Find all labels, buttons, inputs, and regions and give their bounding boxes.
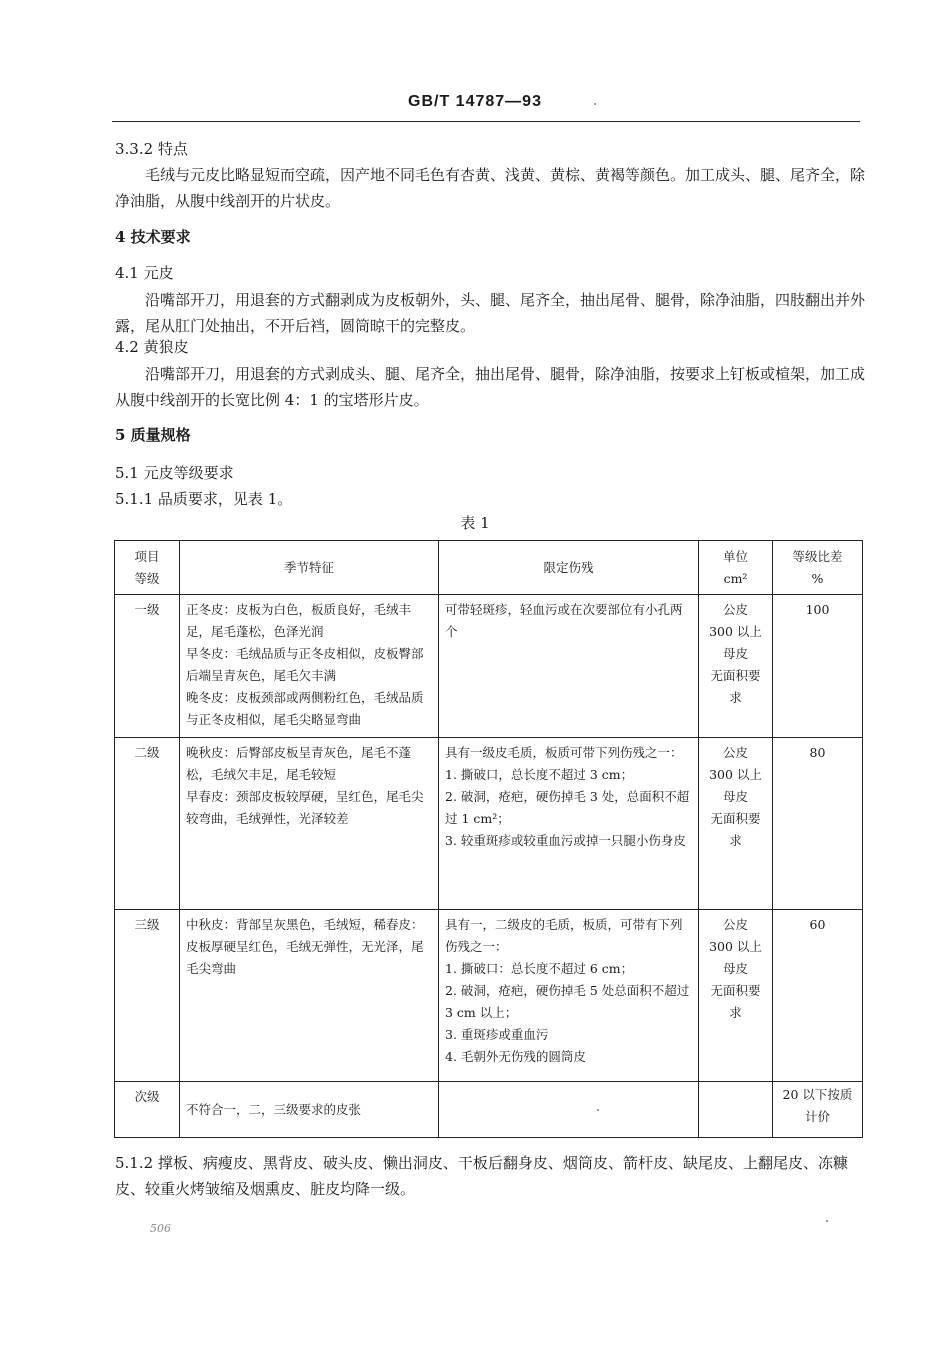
page-number: 506 <box>150 1222 171 1235</box>
section-4-title: 4 技术要求 <box>115 228 191 246</box>
unit-line: 300 以上 <box>709 767 762 782</box>
section-4-2-title: 4.2 黄狼皮 <box>115 338 189 356</box>
unit-line: 母皮 <box>722 961 748 976</box>
unit-line: 无面积要求 <box>710 811 761 848</box>
header-unit <box>699 541 773 595</box>
table-row <box>115 1082 863 1138</box>
defects-cell <box>439 595 699 738</box>
unit-line: 母皮 <box>722 646 748 661</box>
unit-line: 公皮 <box>722 745 748 760</box>
unit-line: 无面积要求 <box>710 983 761 1020</box>
section-5-1-1-title: 5.1.1 品质要求，见表 1。 <box>115 490 293 508</box>
section-5-1-2-body: 5.1.2 撑板、病瘦皮、黑背皮、破头皮、懒出洞皮、干板后翻身皮、烟筒皮、箭杆皮、缺尾皮、上翻尾皮、冻糠皮、较重火烤皱缩及烟熏皮、脏皮均降一级。 <box>115 1154 848 1198</box>
defects-cell <box>439 1082 699 1138</box>
season-line: 不符合一，二，三级要求的皮张 <box>186 1101 362 1117</box>
header-grade-top: 项目 <box>134 548 160 564</box>
season-line: 早春皮：颈部皮板较厚硬，呈红色，尾毛尖较弯曲，毛绒弹性，光泽较差 <box>186 789 424 826</box>
defect-line: 2. 破洞，疮疤，硬伤掉毛 5 处总面积不超过 3 cm 以上； <box>445 983 690 1020</box>
season-cell <box>180 1082 439 1138</box>
defect-line: 4. 毛朝外无伤残的圆筒皮 <box>445 1049 586 1064</box>
grade-cell: 二级 <box>115 738 180 910</box>
defect-line: 3. 重斑疹或重血污 <box>445 1027 549 1042</box>
table-row <box>115 595 863 738</box>
unit-line: 300 以上 <box>709 624 762 639</box>
defect-line: 1. 撕破口，总长度不超过 3 cm； <box>445 767 634 782</box>
unit-line: 无面积要求 <box>710 668 761 705</box>
section-5-title: 5 质量规格 <box>115 426 191 444</box>
table-row <box>115 738 863 910</box>
section-4-2-body: 沿嘴部开刀，用退套的方式剥成头、腿、尾齐全，抽出尾骨、腿骨，除净油脂，按要求上钉板或楦架，加工成从腹中线剖开的长宽比例 4：1 的宝塔形片皮。 <box>115 365 866 409</box>
diff-cell: 20 以下按质计价 <box>773 1082 863 1138</box>
unit-cell <box>699 910 773 1082</box>
defect-line: 具有一，二级皮的毛质，板质，可带有下列伤残之一： <box>445 917 683 954</box>
header-diff-top: 等级比差 <box>792 548 843 564</box>
section-5-1-title: 5.1 元皮等级要求 <box>115 464 234 482</box>
section-3-3-2-title: 3.3.2 特点 <box>115 140 188 158</box>
defect-line: 可带轻斑疹，轻血污或在次要部位有小孔两个 <box>445 602 683 639</box>
header-rule <box>112 121 860 122</box>
header-unit-bottom: cm² <box>723 570 748 586</box>
defects-cell <box>439 910 699 1082</box>
season-line: 晚冬皮：皮板颈部或两侧粉红色，毛绒品质与正冬皮相似，尾毛尖略显弯曲 <box>186 690 424 727</box>
table-1 <box>114 540 863 1138</box>
section-4-1-title: 4.1 元皮 <box>115 264 174 282</box>
header-diff-bottom: % <box>811 570 824 586</box>
season-line: 正冬皮：皮板为白色，板质良好，毛绒丰足，尾毛蓬松，色泽光润 <box>186 602 412 639</box>
defect-line: 2. 破洞，疮疤，硬伤掉毛 3 处，总面积不超过 1 cm²； <box>445 789 690 826</box>
unit-line: 公皮 <box>722 917 748 932</box>
diff-cell: 100 <box>773 595 863 738</box>
unit-line: 300 以上 <box>709 939 762 954</box>
grade-cell: 一级 <box>115 595 180 738</box>
header-grade <box>115 541 180 595</box>
season-line: 中秋皮：背部呈灰黑色，毛绒短，稀春皮：皮板厚硬呈红色，毛绒无弹性，无光泽，尾毛尖弯曲 <box>186 917 424 976</box>
grade-cell: 次级 <box>115 1082 180 1138</box>
season-line: 早冬皮：毛绒品质与正冬皮相似，皮板臀部后端呈青灰色，尾毛欠丰满 <box>186 646 424 683</box>
scan-speck <box>594 103 596 105</box>
header-grade-bottom: 等级 <box>134 570 160 586</box>
table-row <box>115 910 863 1082</box>
scan-speck <box>597 1109 599 1111</box>
table-header-row <box>115 541 863 595</box>
table-1-title: 表 1 <box>460 514 490 532</box>
unit-cell <box>699 595 773 738</box>
diff-cell: 60 <box>773 910 863 1082</box>
grade-cell: 三级 <box>115 910 180 1082</box>
diff-cell: 80 <box>773 738 863 910</box>
section-4-1-body: 沿嘴部开刀，用退套的方式翻剥成为皮板朝外，头、腿、尾齐全，抽出尾骨、腿骨，除净油脂，四肢翻出并外露，尾从肛门处抽出，不开后裆，圆筒晾干的完整皮。 <box>115 291 866 335</box>
standard-code-header: GB/T 14787—93 <box>408 93 542 110</box>
season-line: 晚秋皮：后臀部皮板呈青灰色，尾毛不蓬松，毛绒欠丰足，尾毛较短 <box>186 745 412 782</box>
season-cell <box>180 738 439 910</box>
season-cell <box>180 595 439 738</box>
defect-line: 1. 撕破口：总长度不超过 6 cm； <box>445 961 634 976</box>
section-3-3-2-body: 毛绒与元皮比略显短而空疏，因产地不同毛色有杏黄、浅黄、黄棕、黄褐等颜色。加工成头、腿、尾齐全，除净油脂，从腹中线剖开的片状皮。 <box>115 166 866 210</box>
header-unit-top: 单位 <box>722 548 748 564</box>
unit-line: 公皮 <box>722 602 748 617</box>
unit-cell <box>699 1082 773 1138</box>
season-cell <box>180 910 439 1082</box>
defect-line: 3. 较重斑疹或较重血污或掉一只腿小伤身皮 <box>445 833 686 848</box>
defect-line: 具有一级皮毛质，板质可带下列伤残之一： <box>445 745 683 760</box>
unit-cell <box>699 738 773 910</box>
header-diff <box>773 541 863 595</box>
unit-line: 母皮 <box>722 789 748 804</box>
header-season: 季节特征 <box>180 541 439 595</box>
scan-speck <box>826 1220 828 1222</box>
defects-cell <box>439 738 699 910</box>
header-defects: 限定伤残 <box>439 541 699 595</box>
